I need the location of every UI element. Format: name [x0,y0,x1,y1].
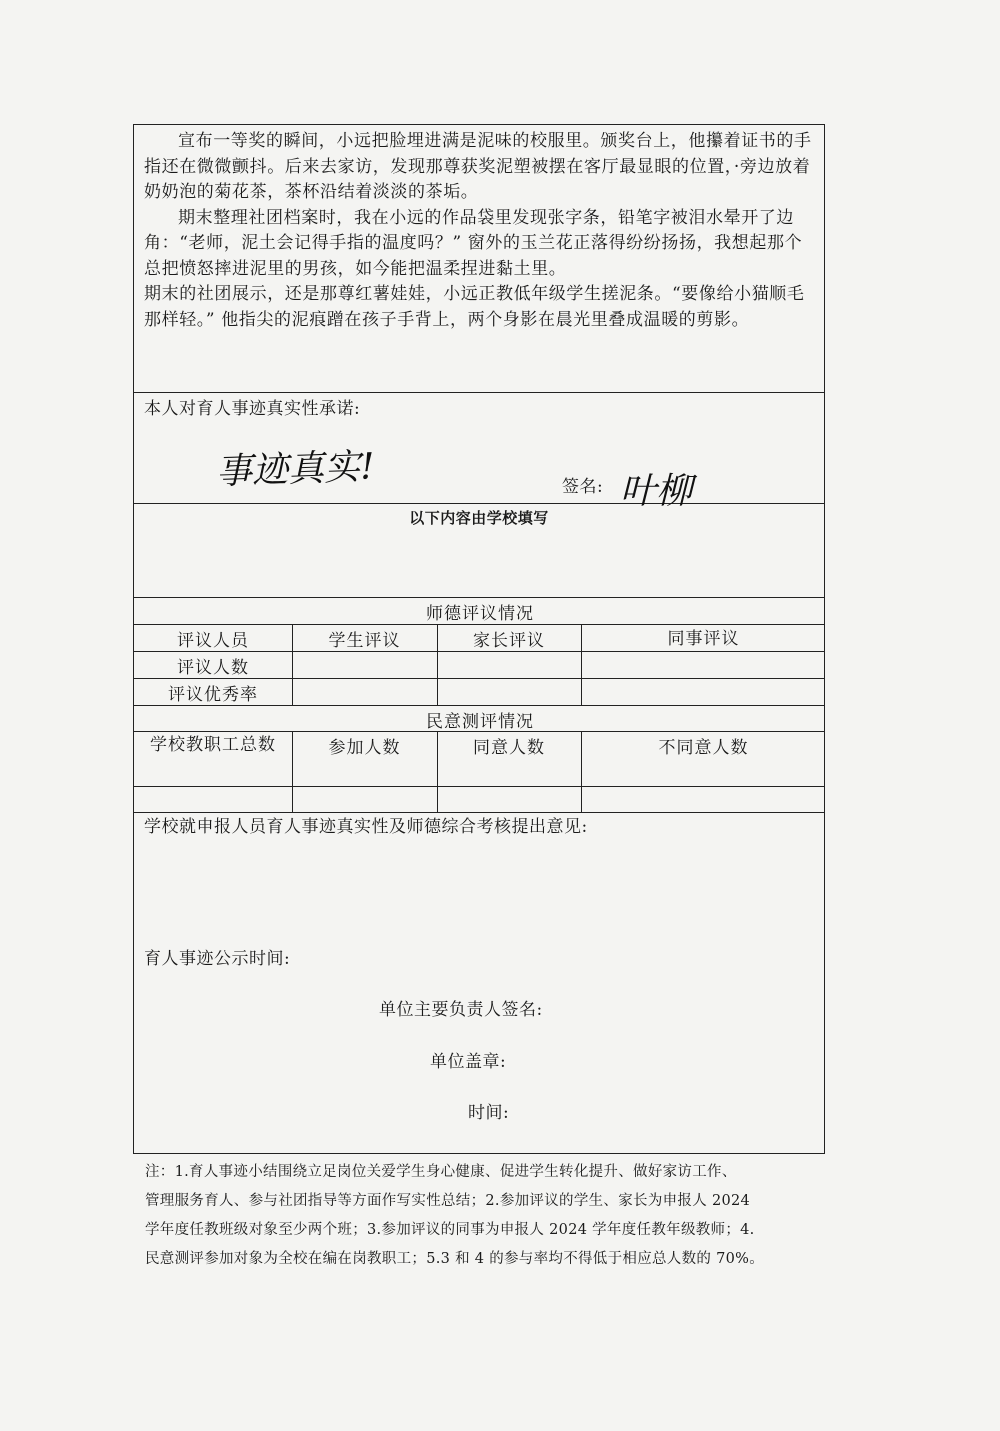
divider [134,812,824,813]
school-opinion-label: 学校就申报人员育人事迹真实性及师德综合考核提出意见: [144,817,588,837]
divider [134,651,824,652]
notes [145,1158,835,1274]
note-line-2: 管理服务育人、参与社团指导等方面作写实性总结；2.参加评议的学生、家长为申报人 2024 [145,1193,751,1209]
opinion-header-agree: 同意人数 [473,738,545,758]
public-opinion-title: 民意测评情况 [426,712,534,732]
narrative-text [144,129,816,333]
ethics-row-count-label: 评议人数 [177,658,249,678]
publicity-time-label: 育人事迹公示时间: [144,949,291,969]
time-label: 时间: [468,1103,510,1123]
ethics-header-colleague: 同事评议 [667,629,740,649]
ethics-header-reviewer: 评议人员 [177,631,249,651]
narrative-paragraph-2: 期末整理社团档案时，我在小远的作品袋里发现张字条，铅笔字被泪水晕开了边角：“老师，泥土会记得手指的温度吗？” 窗外的玉兰花正落得纷纷扬扬，我想起那个总把愤怒摔进泥里的男孩，如今能把温柔捏进黏土里。 [144,207,803,279]
ethics-row-rate-label: 评议优秀率 [168,685,258,705]
narrative-paragraph-1: 宣布一等奖的瞬间，小远把脸埋进满是泥味的校服里。颁奖台上，他攥着证书的手指还在微微颤抖。后来去家访，发现那尊获奖泥塑被摆在客厅最显眼的位置，·旁边放着奶奶泡的菊花茶，茶杯沿结着淡淡的茶垢。 [144,131,812,202]
divider [134,705,824,706]
note-line-3: 学年度任教班级对象至少两个班；3.参加评议的同事为申报人 2024 学年度任教年级教师；4. [145,1222,755,1238]
pledge-handwriting: 事迹真实! [215,446,376,493]
divider [134,786,824,787]
narrative-paragraph-3: 期末的社团展示，还是那尊红薯娃娃，小远正教低年级学生搓泥条。“要像给小猫顺毛那样轻。” 他指尖的泥痕蹭在孩子手背上，两个身影在晨光里叠成温暖的剪影。 [144,284,805,330]
sign-label: 签名: [562,477,604,497]
seal-label: 单位盖章: [430,1052,507,1072]
leader-sign-label: 单位主要负责人签名: [379,1000,543,1020]
opinion-header-total-staff: 学校教职工总数 [150,735,276,755]
divider [134,678,824,679]
note-line-4: 民意测评参加对象为全校在编在岗教职工；5.3 和 4 的参与率均不得低于相应总人数的 70%。 [145,1251,765,1267]
opinion-header-participants: 参加人数 [328,738,401,758]
note-line-1: 注：1.育人事迹小结围绕立足岗位关爱学生身心健康、促进学生转化提升、做好家访工作、 [145,1164,737,1180]
application-form [133,124,825,1154]
ethics-review-title: 师德评议情况 [426,604,534,624]
opinion-header-disagree: 不同意人数 [658,738,749,758]
ethics-header-student: 学生评议 [328,631,401,651]
school-section-title: 以下内容由学校填写 [409,509,549,527]
divider [134,503,824,504]
signature: 叶柳 [620,471,693,512]
divider [134,392,824,393]
divider [134,597,824,598]
ethics-header-parent: 家长评议 [473,631,545,651]
pledge-label: 本人对育人事迹真实性承诺: [144,399,361,419]
